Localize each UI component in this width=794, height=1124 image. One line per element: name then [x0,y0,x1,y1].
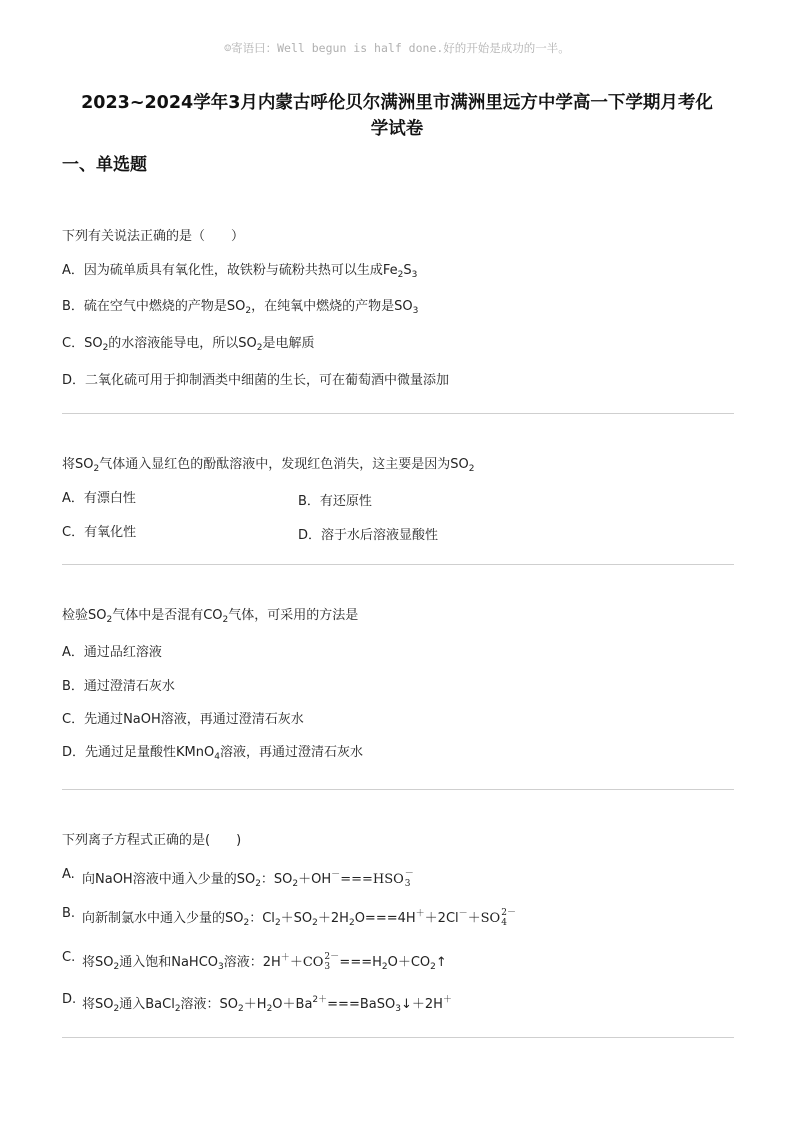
q1-option-d[interactable]: D．二氧化硫可用于抑制酒类中细菌的生长，可在葡萄酒中微量添加 [62,373,450,388]
divider [62,1037,734,1038]
q2-option-d[interactable]: D．溶于水后溶液显酸性 [298,528,439,543]
q1-option-a[interactable]: A．因为硫单质具有氧化性，故铁粉与硫粉共热可以生成$Fe_2S_3$ [62,263,418,280]
title-line-2: 学试卷 [370,119,424,139]
q3-option-d[interactable]: D．先通过足量酸性KMnO$_4$溶液，再通过澄清石灰水 [62,745,363,762]
q3-option-b[interactable]: B．通过澄清石灰水 [62,679,175,694]
q1-stem: 下列有关说法正确的是（ ） [62,229,245,244]
q2-option-b[interactable]: B．有还原性 [298,494,372,509]
title-line-1: 2023~2024学年3月内蒙古呼伦贝尔满洲里市满洲里远方中学高一下学期月考化 [81,93,713,113]
divider [62,564,734,565]
divider [62,789,734,790]
q2-stem: 将$SO_2$气体通入显红色的酚酞溶液中，发现红色消失，这主要是因为$SO_2$ [62,457,475,474]
q3-stem: 检验$SO_2$气体中是否混有$CO_2$气体，可采用的方法是 [62,608,359,625]
q4-option-a[interactable]: A. 向NaOH溶液中通入少量的$SO_2$：$SO_2+OH^-===HSO$ － 3 [62,867,414,889]
q4-stem: 下列离子方程式正确的是( ) [62,833,242,848]
motto-header: ☺寄语曰：Well begun is half done.好的开始是成功的一半。 [224,41,570,55]
q4-option-c[interactable]: C. 将$SO_2$通入饱和NaHCO$_3$溶液：2H＋＋CO 2－ 3 $===H_2O+CO_2↑$ [62,950,447,972]
q2-option-c[interactable]: C．有氧化性 [62,525,137,540]
q4-option-b[interactable]: B. 向新制氯水中通入少量的$SO_2$：$Cl_2+SO_2+2H_2O===4H^++2Cl^-+SO$ 2－ 4 [62,906,516,928]
divider [62,413,734,414]
q2-option-a[interactable]: A．有漂白性 [62,491,136,506]
q1-option-c[interactable]: C．$SO_2$的水溶液能导电，所以$SO_2$是电解质 [62,336,315,353]
page-title [40,90,754,142]
q3-option-c[interactable]: C．先通过NaOH溶液，再通过澄清石灰水 [62,712,304,727]
section-heading: 一、单选题 [62,155,147,175]
q4-option-d[interactable]: D. 将$SO_2$通入BaCl$_2$溶液：$SO_2+H_2O+Ba^{2+}===BaSO_3↓+2H^+$ [62,992,452,1014]
q3-option-a[interactable]: A．通过品红溶液 [62,645,162,660]
q1-option-b[interactable]: B．硫在空气中燃烧的产物是$SO_2$，在纯氧中燃烧的产物是$SO_3$ [62,299,419,316]
